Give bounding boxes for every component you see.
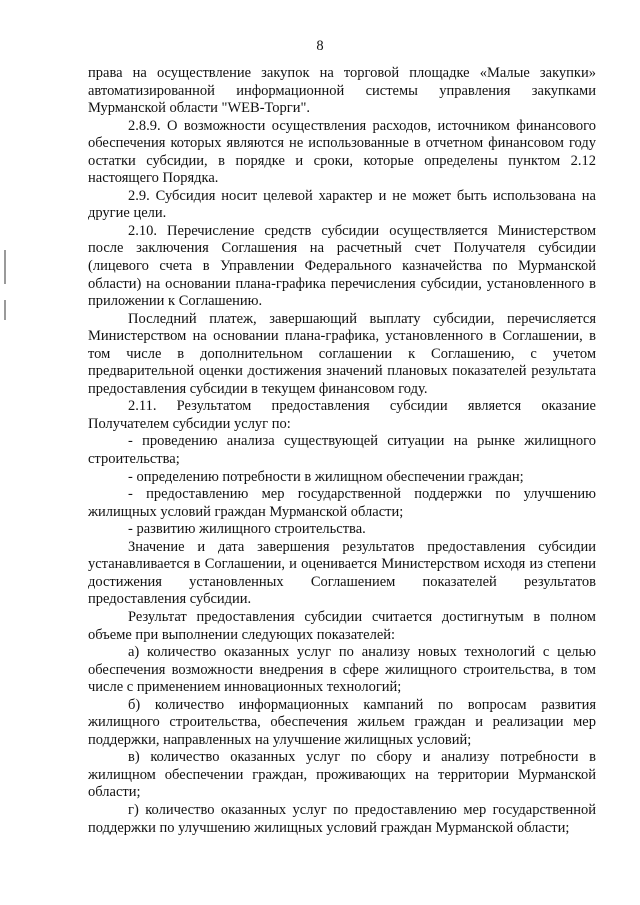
paragraph: права на осуществление закупок на торговой площадке «Малые закупки» автоматизированной информационной системы управления закупками Мурманской области "WEB-Торги".: [88, 65, 596, 117]
page-number: 8: [316, 38, 324, 54]
paragraph: 2.10. Перечисление средств субсидии осуществляется Министерством после заключения Соглашения на расчетный счет Получателя субсидии (лицевого счета в Управлении Федерального казначейства по Мурманской области) на основании плана-графика перечисления субсидии, установленного в приложении к Соглашению.: [88, 222, 596, 310]
left-margin-mark: [4, 250, 6, 284]
paragraph: Значение и дата завершения результатов предоставления субсидии устанавливается в Соглашении, и оценивается Министерством исходя из степени достижения установленных Соглашением показателей результатов предоставления субсидии.: [88, 538, 596, 608]
paragraph: 2.9. Субсидия носит целевой характер и не может быть использована на другие цели.: [88, 187, 596, 222]
paragraph: 2.11. Результатом предоставления субсидии является оказание Получателем субсидии услуг по:: [88, 398, 596, 432]
left-margin-mark: [4, 300, 6, 320]
paragraph: Результат предоставления субсидии считается достигнутым в полном объеме при выполнении следующих показателей:: [88, 608, 596, 643]
list-item: б) количество информационных кампаний по вопросам развития жилищного строительства, обеспечения жильем граждан и реализации мер поддержки, направленных на улучшение жилищных условий;: [88, 696, 596, 748]
list-item: г) количество оказанных услуг по предоставлению мер государственной поддержки по улучшению жилищных условий граждан Мурманской области;: [88, 801, 596, 836]
document-body: [88, 65, 596, 837]
list-item: в) количество оказанных услуг по сбору и анализу потребности в жилищном обеспечении граждан, проживающих на территории Мурманской области;: [88, 749, 596, 801]
list-item: а) количество оказанных услуг по анализу новых технологий с целью обеспечения возможности внедрения в сфере жилищного строительства, в том числе с применением инновационных технологий;: [88, 644, 596, 696]
paragraph: Последний платеж, завершающий выплату субсидии, перечисляется Министерством на основании плана-графика, установленного в Соглашении, в том числе в дополнительном соглашении к Соглашению, с учетом предварительной оценки достижения значений плановых показателей результата предоставления субсидии в текущем финансовом году.: [88, 310, 596, 397]
paragraph: 2.8.9. О возможности осуществления расходов, источником финансового обеспечения которых являются не использованные в отчетном финансовом году остатки субсидии, в порядке и сроки, которые определены пунктом 2.12 настоящего Порядка.: [88, 117, 596, 187]
list-item: - предоставлению мер государственной поддержки по улучшению жилищных условий граждан Мурманской области;: [88, 486, 596, 520]
list-item: - определению потребности в жилищном обеспечении граждан;: [128, 468, 524, 485]
list-item: - проведению анализа существующей ситуации на рынке жилищного строительства;: [88, 433, 596, 468]
list-item: - развитию жилищного строительства.: [128, 521, 366, 538]
